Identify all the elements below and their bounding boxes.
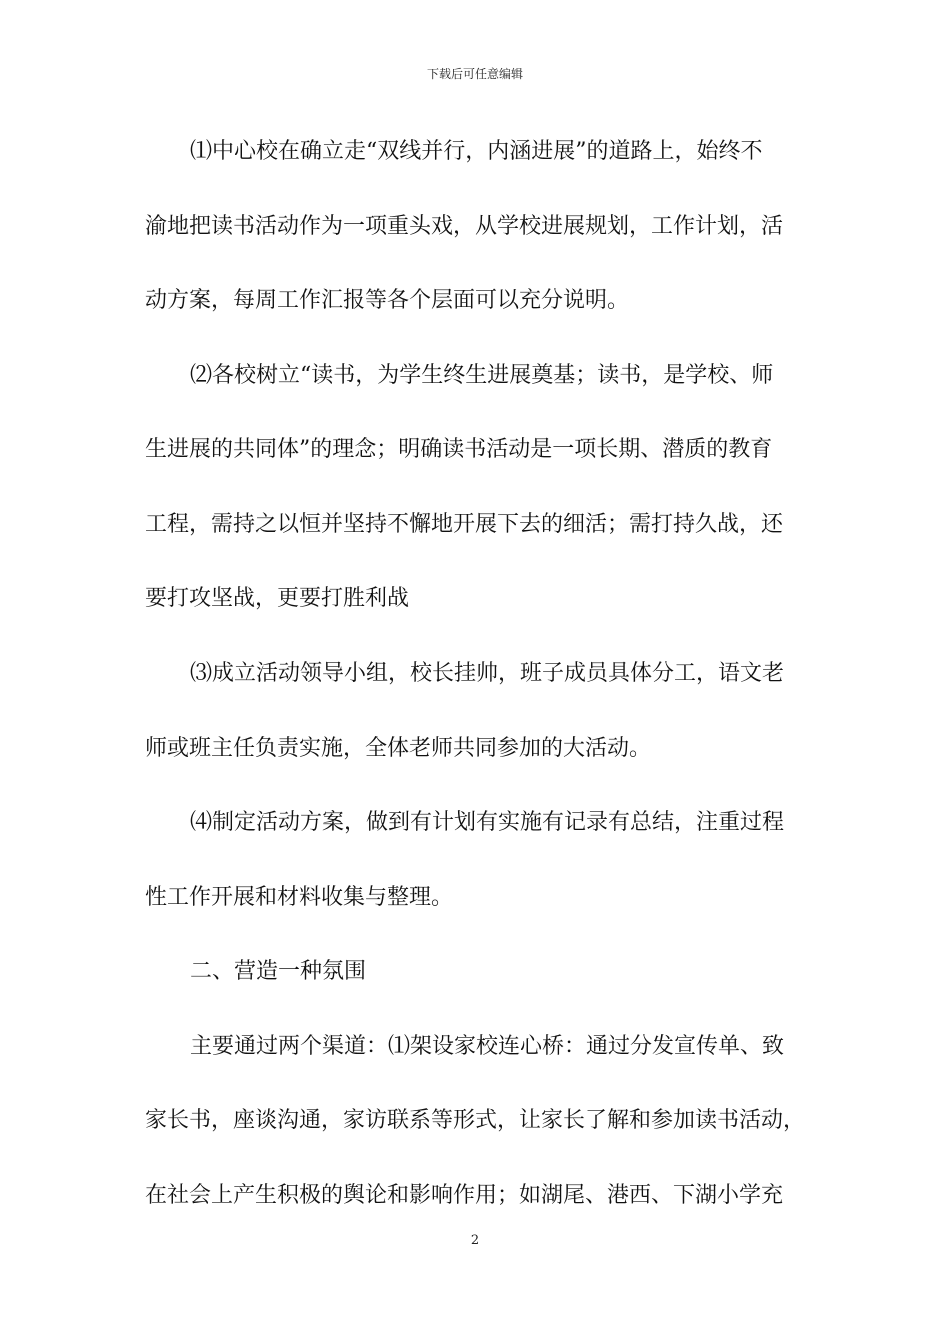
section-heading: 二、营造一种氛围 [190, 959, 367, 984]
text-line: ⑴中心校在确立走“双线并行，内涵进展”的道路上，始终不 [190, 139, 763, 164]
text-line: 工程，需持之以恒并坚持不懈地开展下去的细活；需打持久战，还 [145, 512, 784, 537]
text-line: 生进展的共同体”的理念；明确读书活动是一项长期、潜质的教育 [145, 437, 773, 462]
text-line: 渝地把读书活动作为一项重头戏，从学校进展规划，工作计划，活 [145, 214, 784, 239]
text-line: 动方案，每周工作汇报等各个层面可以充分说明。 [145, 288, 630, 313]
text-line: ⑵各校树立“读书，为学生终生进展奠基；读书，是学校、师 [190, 363, 774, 388]
text-line: 主要通过两个渠道：⑴架设家校连心桥：通过分发宣传单、致 [190, 1034, 785, 1059]
text-line: ⑷制定活动方案，做到有计划有实施有记录有总结，注重过程 [190, 810, 785, 835]
text-line: 性工作开展和材料收集与整理。 [145, 885, 454, 910]
page-number: 2 [470, 1233, 480, 1248]
text-line: 要打攻坚战，更要打胜利战 [145, 586, 410, 611]
text-line: ⑶成立活动领导小组，校长挂帅，班子成员具体分工，语文老 [190, 661, 785, 686]
page-header-note: 下载后可任意编辑 [426, 67, 523, 81]
text-line: 在社会上产生积极的舆论和影响作用；如湖尾、港西、下湖小学充 [145, 1183, 784, 1208]
text-line: 师或班主任负责实施，全体老师共同参加的大活动。 [145, 736, 652, 761]
text-line: 家长书，座谈沟通，家访联系等形式，让家长了解和参加读书活动， [145, 1108, 806, 1133]
